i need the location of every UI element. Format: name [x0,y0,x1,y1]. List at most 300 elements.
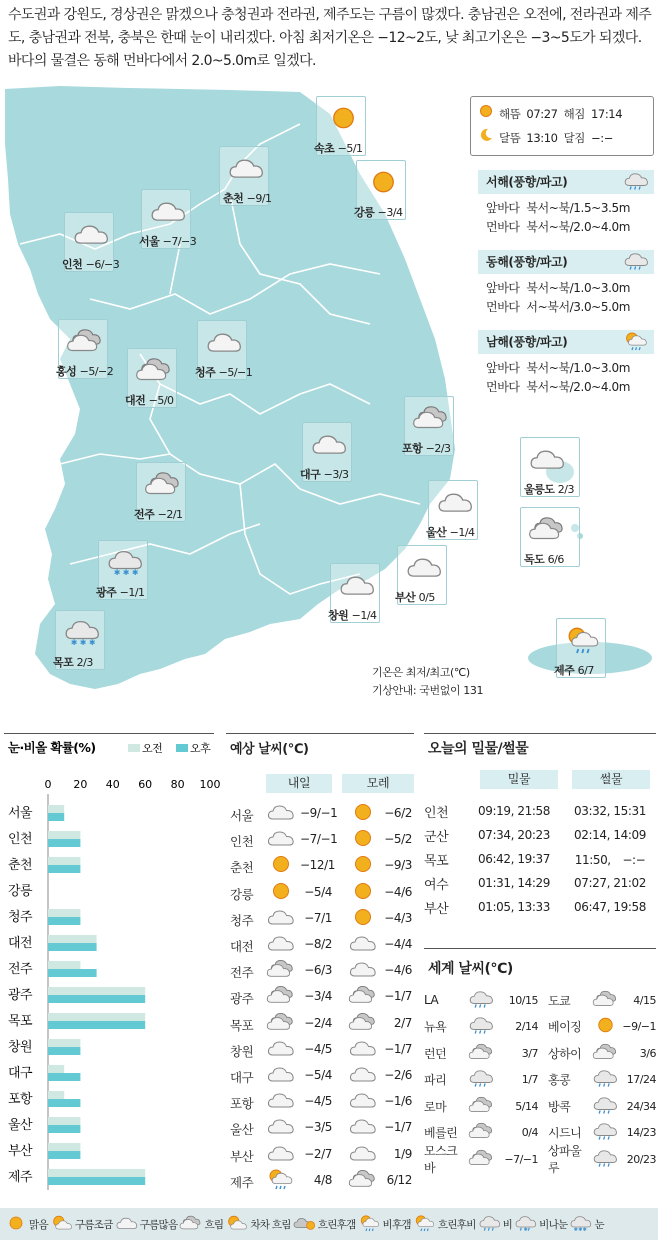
world-city: 파리 [424,1073,447,1088]
moonrise-label: 달뜸 [499,131,521,145]
bar-am [48,1091,64,1099]
cloud-icon [348,1116,378,1139]
rain-icon [468,990,498,1011]
bar-am [48,1065,64,1073]
sea-front-label: 앞바다 [486,201,520,215]
city-label [223,190,272,206]
dayafter-temp: −1/7 [384,1120,412,1135]
world-city-cell [548,1069,658,1090]
x-tick-label: 0 [44,778,52,791]
legend-item [478,1215,512,1234]
cloud-dark-icon [348,1169,378,1192]
tomorrow-temp: −7/1 [304,910,332,925]
tomorrow-temp: −2/7 [304,1146,332,1161]
category-label: 창원 [8,1040,33,1055]
city-label [328,607,377,623]
city-name: 울산 [426,526,447,539]
cloud-icon [348,1143,378,1166]
forecast-city: 전주 [230,965,254,981]
sunrise-time: 07:27 [526,107,558,121]
world-temp: 4/15 [633,993,656,1007]
cloud-dark-icon [348,985,378,1008]
world-temp: 14/23 [626,1126,656,1140]
city-temp: 2/3 [557,483,574,496]
dayafter-temp: −4/4 [384,937,412,951]
city-name: 제주 [554,664,575,677]
low-tide-time: 03:32, 15:31 [574,804,646,818]
legend-item [293,1215,356,1234]
world-city-cell [424,1016,548,1037]
world-city: 로마 [424,1099,447,1114]
world-city: 방콕 [548,1099,571,1114]
tide-row [424,847,656,871]
forecast-row [230,961,416,983]
sea-title: 동해(풍향/파고) [486,255,568,269]
forecast-city: 울산 [230,1122,254,1138]
rain-icon [468,1016,498,1037]
bar-pm [48,839,80,847]
rain-icon [468,1069,498,1090]
world-city-cell [548,1142,658,1176]
city-label [134,506,183,522]
world-city-cell [548,1043,658,1064]
world-city: 시드니 [548,1126,582,1141]
bar-am [48,1117,80,1125]
tomorrow-temp: −6/3 [304,963,332,978]
cloud-icon [348,1090,378,1113]
legend-swatch [176,744,188,752]
legend-item [4,1215,48,1234]
legend-item-label: 구름많음 [139,1218,178,1231]
legend-item [569,1215,603,1234]
cloud-icon [115,1215,139,1234]
snow-icon [569,1215,593,1234]
cloud-icon [266,802,296,825]
city-name: 인천 [62,258,83,271]
legend-label: 오전 [142,742,163,755]
world-city-cell [548,1122,658,1143]
sea-front-value: 북서~북/1.5~3.5m [526,201,631,215]
city-name: 춘천 [223,192,244,205]
world-city: 상하이 [548,1046,582,1061]
city-name: 전주 [134,508,155,521]
sun-icon [348,881,378,904]
tomorrow-temp: −7/−1 [300,832,338,847]
cloud-icon [266,828,296,851]
city-temp: 6/7 [577,664,594,677]
world-city: 뉴욕 [424,1020,447,1035]
world-city: 모스크바 [424,1144,458,1176]
city-label [139,233,196,249]
cloud-dark-icon [266,985,296,1008]
svg-text:✱ ✱ ✱: ✱ ✱ ✱ [70,638,96,647]
sun-rain-icon [623,332,650,358]
dayafter-temp: −6/2 [384,806,412,820]
high-tide-time: 06:42, 19:37 [478,852,550,866]
divider [424,948,656,949]
dayafter-temp: −1/7 [384,989,412,1004]
bar-pm [48,865,80,873]
sea-front-label: 앞바다 [486,361,520,375]
city-temp: 2/3 [76,656,93,669]
tide-city: 인천 [424,805,449,821]
world-row [424,1144,658,1176]
tide-row [424,823,656,847]
sun-cloud-icon [50,1215,74,1234]
category-label: 대전 [8,936,33,951]
legend-item-label: 비나눈 [539,1218,568,1231]
city-name: 부산 [395,591,416,604]
bar-am [48,987,145,995]
cloud-dark-icon [468,1096,498,1117]
world-temp: 10/15 [508,993,538,1007]
tomorrow-temp: −9/−1 [300,806,338,820]
x-tick-label: 80 [170,778,185,791]
city-name: 울릉도 [524,483,555,496]
high-tide-header: 밀물 [480,770,558,789]
city-temp: −5/−1 [218,366,253,379]
city-temp: 0/5 [418,591,435,604]
dayafter-temp: −4/6 [384,963,412,978]
sea-far-value: 북서~북/2.0~4.0m [526,220,631,234]
city-label [314,140,363,156]
rain-icon [592,1149,622,1170]
category-label: 청주 [8,910,33,925]
temp-note: 기온은 최저/최고(℃) [372,666,470,679]
bar-pm [48,1021,145,1029]
cloud-icon [266,907,296,930]
legend-item-label: 흐린후갬 [317,1218,356,1231]
tomorrow-temp: −12/1 [300,858,336,873]
category-label: 목포 [8,1014,33,1029]
world-weather-table [424,955,658,1176]
world-temp: −9/−1 [622,1020,656,1034]
city-temp: −5/−2 [79,365,114,378]
forecast-row [230,935,416,957]
bar-am [48,1143,80,1151]
bar-am [48,1039,80,1047]
world-row [424,1067,658,1094]
cloud-icon [348,959,378,982]
high-tide-time: 09:19, 21:58 [478,804,550,818]
category-label: 서울 [8,806,33,821]
sun-icon [348,828,378,851]
city-label [524,551,564,567]
sun-icon [348,802,378,825]
tide-city: 부산 [424,901,449,917]
bar-pm [48,1151,80,1159]
cloud-dark-icon [468,1043,498,1064]
world-city-cell [548,1096,658,1117]
world-city: 도쿄 [548,993,571,1008]
bar-am [48,805,64,813]
world-temp: 5/14 [515,1099,538,1113]
city-temp: −3/4 [377,206,403,219]
city-name: 홍성 [56,365,77,378]
dayafter-temp: −5/2 [384,832,412,847]
city-label [62,256,119,272]
forecast-city: 포항 [230,1096,254,1112]
legend-item-label: 비후갬 [382,1218,411,1231]
legend-item [413,1215,476,1234]
legend-item-label: 맑음 [29,1218,48,1231]
city-label [53,654,93,670]
tomorrow-temp: −2/4 [304,1015,332,1030]
city-temp: −1/4 [449,526,475,539]
city-temp: −5/0 [148,394,174,407]
forecast-row [230,1040,416,1062]
tomorrow-temp: −8/2 [304,937,332,951]
legend-item [179,1215,223,1234]
cloud-dark-icon [468,1122,498,1143]
low-tide-time: 02:14, 14:09 [574,828,646,842]
forecast-row [230,804,416,826]
city-name: 서울 [139,235,160,248]
low-tide-header: 썰물 [572,770,650,789]
low-tide-time: 06:47, 19:58 [574,900,646,914]
legend-item-label: 흐린후비 [437,1218,476,1231]
world-city: 런던 [424,1046,447,1061]
sea-far-value: 북서~북/2.0~4.0m [526,380,631,394]
city-temp: −1/4 [351,609,377,622]
forecast-title: 예상 날씨(℃) [230,742,309,757]
rain-snow-icon [514,1215,538,1234]
forecast-city: 춘천 [230,860,254,876]
bar-pm [48,969,97,977]
city-temp: −7/−3 [162,235,197,248]
forecast-city: 제주 [230,1174,254,1190]
dayafter-temp: −4/3 [384,910,412,925]
sun-rain-icon [358,1215,382,1234]
rain-icon [623,172,650,198]
world-temp: 0/4 [521,1126,538,1140]
forecast-city: 서울 [230,808,254,823]
city-name: 청주 [195,366,216,379]
legend-item [514,1215,567,1234]
forecast-city: 인천 [230,834,254,850]
forecast-city: 청주 [230,912,254,928]
cloud-icon [266,933,296,956]
cloud-dark-icon [592,990,622,1011]
cloud-dark-icon [348,1012,378,1035]
high-tide-time: 01:31, 14:29 [478,876,550,890]
category-label: 인천 [8,832,33,847]
category-label: 대구 [8,1066,33,1081]
cloud-dark-icon [592,1043,622,1064]
rain-icon [592,1122,622,1143]
cloud-icon [266,1116,296,1139]
svg-text:✱ ✱ ✱: ✱ ✱ ✱ [113,568,139,577]
world-city-cell [424,1142,548,1176]
cloud-icon [266,1064,296,1087]
world-row [424,1040,658,1067]
bar-pm [48,995,145,1003]
forecast-row [230,1066,416,1088]
intro-text: 수도권과 강원도, 경상권은 맑겠으나 충청권과 전라권, 제주도는 구름이 많겠다. 충남권은 오전에, 전라권과 제주도, 충남권과 전북, 충북은 한때 눈이 내리겠다. 아침 최저기온은 −12~2도, 낮 최고기온은 −3~5도가 되겠다. 바다의 물결은 동해 먼바다에서 2.0~5.0m로 일겠다. [8,7,652,69]
divider [424,733,656,734]
category-label: 포항 [8,1092,33,1107]
world-city-cell [548,1016,658,1037]
world-temp: 3/7 [521,1046,538,1060]
tomorrow-temp: 4/8 [313,1172,332,1187]
bar-pm [48,1099,80,1107]
sun-icon [266,854,296,877]
forecast-city: 강릉 [230,886,254,902]
sun-rain-icon [266,1169,296,1192]
world-city-cell [424,1122,548,1143]
dayafter-temp: −1/7 [384,1041,412,1056]
forecast-row [230,856,416,878]
tomorrow-temp: −4/5 [304,1094,332,1109]
moonrise-time: 13:10 [526,131,558,145]
cloud-icon [348,933,378,956]
sun-icon [348,854,378,877]
bar-pm [48,1125,80,1133]
world-temp: −7/−1 [504,1152,538,1166]
forecast-city: 목포 [230,1017,254,1033]
city-temp: −3/3 [323,468,349,481]
dayafter-temp: −1/6 [384,1094,412,1109]
city-label [195,364,252,380]
city-label [125,392,174,408]
sun-rain-icon [413,1215,437,1234]
city-temp: −1/1 [119,586,145,599]
bar-am [48,831,80,839]
sun-icon [592,1016,622,1037]
world-city-cell [424,1069,548,1090]
cloud-dark-icon [266,959,296,982]
dayafter-header: 모레 [342,774,414,793]
tide-title: 오늘의 밀물/썰물 [428,741,529,757]
rain-icon [592,1096,622,1117]
city-name: 창원 [328,609,349,622]
bar-pm [48,813,64,821]
sun-icon [348,907,378,930]
bar-am [48,935,97,943]
world-title: 세계 날씨(℃) [428,961,513,977]
legend-item-label: 차차 흐림 [250,1218,291,1231]
low-tide-time: 07:27, 21:02 [574,876,646,890]
tomorrow-header: 내일 [266,774,332,793]
sun-icon [4,1215,28,1234]
tide-row [424,799,656,823]
forecast-city: 창원 [230,1043,254,1059]
forecast-row [230,883,416,905]
moonset-label: 달짐 [563,131,585,145]
legend-item-label: 흐림 [204,1218,224,1231]
world-city-cell [424,1043,548,1064]
sun-icon [479,102,493,126]
city-name: 포항 [402,442,423,455]
forecast-city: 광주 [230,991,254,1007]
x-tick-label: 20 [73,778,88,791]
tide-row [424,871,656,895]
dayafter-temp: 2/7 [393,1015,412,1030]
cloud-dark-icon [179,1215,203,1234]
divider [226,733,414,734]
moonset-time: −:− [591,131,613,145]
city-temp: −5/1 [337,142,363,155]
sun-icon [266,881,296,904]
tide-table [424,770,656,919]
world-row [424,1014,658,1041]
city-name: 대전 [125,394,146,407]
forecast-city: 대구 [230,1070,254,1085]
city-temp: −2/3 [425,442,451,455]
dayafter-temp: 1/9 [393,1146,412,1161]
divider [4,733,214,734]
world-city: 상파울루 [548,1144,582,1176]
chart-title: 눈·비올 확률(%) [8,740,96,755]
dayafter-temp: −9/3 [384,858,412,873]
legend-item [358,1215,411,1234]
forecast-row [230,1145,416,1167]
city-label [56,363,113,379]
forecast-city: 대전 [230,939,254,954]
sunset-label: 해짐 [563,107,585,121]
world-temp: 24/34 [626,1099,656,1113]
tomorrow-temp: −5/4 [304,1068,332,1082]
cloud-icon [348,1038,378,1061]
dayafter-temp: −4/6 [384,884,412,899]
tide-city: 군산 [424,829,449,845]
world-temp: 17/24 [626,1073,656,1087]
city-label [96,584,145,600]
city-label [300,466,349,482]
world-city: LA [424,993,439,1008]
precip-probability-chart [6,738,221,1208]
sea-far-label: 먼바다 [486,220,520,234]
city-label [402,440,451,456]
cloud-icon [266,1143,296,1166]
sea-far-label: 먼바다 [486,300,520,314]
city-label [354,204,403,220]
world-city: 베이징 [548,1020,582,1035]
tide-row [424,895,656,919]
sun-moon-box [470,96,654,156]
bar-pm [48,1047,80,1055]
forecast-row [230,1092,416,1114]
bar-am [48,909,80,917]
high-tide-time: 01:05, 13:33 [478,900,550,914]
world-city: 홍콩 [548,1073,571,1088]
city-label [554,662,594,678]
legend-item [115,1215,178,1234]
sea-far-label: 먼바다 [486,380,520,394]
sunrise-label: 해뜸 [499,107,521,121]
sea-front-value: 북서~북/1.0~3.0m [526,361,631,375]
sea-east [478,250,654,317]
x-tick-label: 100 [199,778,221,791]
category-label: 춘천 [8,858,33,873]
city-name: 속초 [314,142,335,155]
svg-text:✱: ✱ [523,1227,528,1233]
world-city-cell [424,990,548,1011]
forecast-row [230,1118,416,1140]
cloud-dark-icon [266,1012,296,1035]
rain-icon [623,252,650,278]
bar-am [48,961,80,969]
legend-item-label: 구름조금 [74,1218,113,1231]
world-row [424,987,658,1014]
dayafter-temp: −2/6 [384,1068,412,1082]
forecast-row [230,909,416,931]
world-city: 베를린 [424,1126,458,1141]
cloud-sun-icon [293,1215,317,1234]
sea-front-value: 북서~북/1.0~3.0m [526,281,631,295]
cloud-icon [266,1090,296,1113]
city-temp: −6/−3 [85,258,120,271]
